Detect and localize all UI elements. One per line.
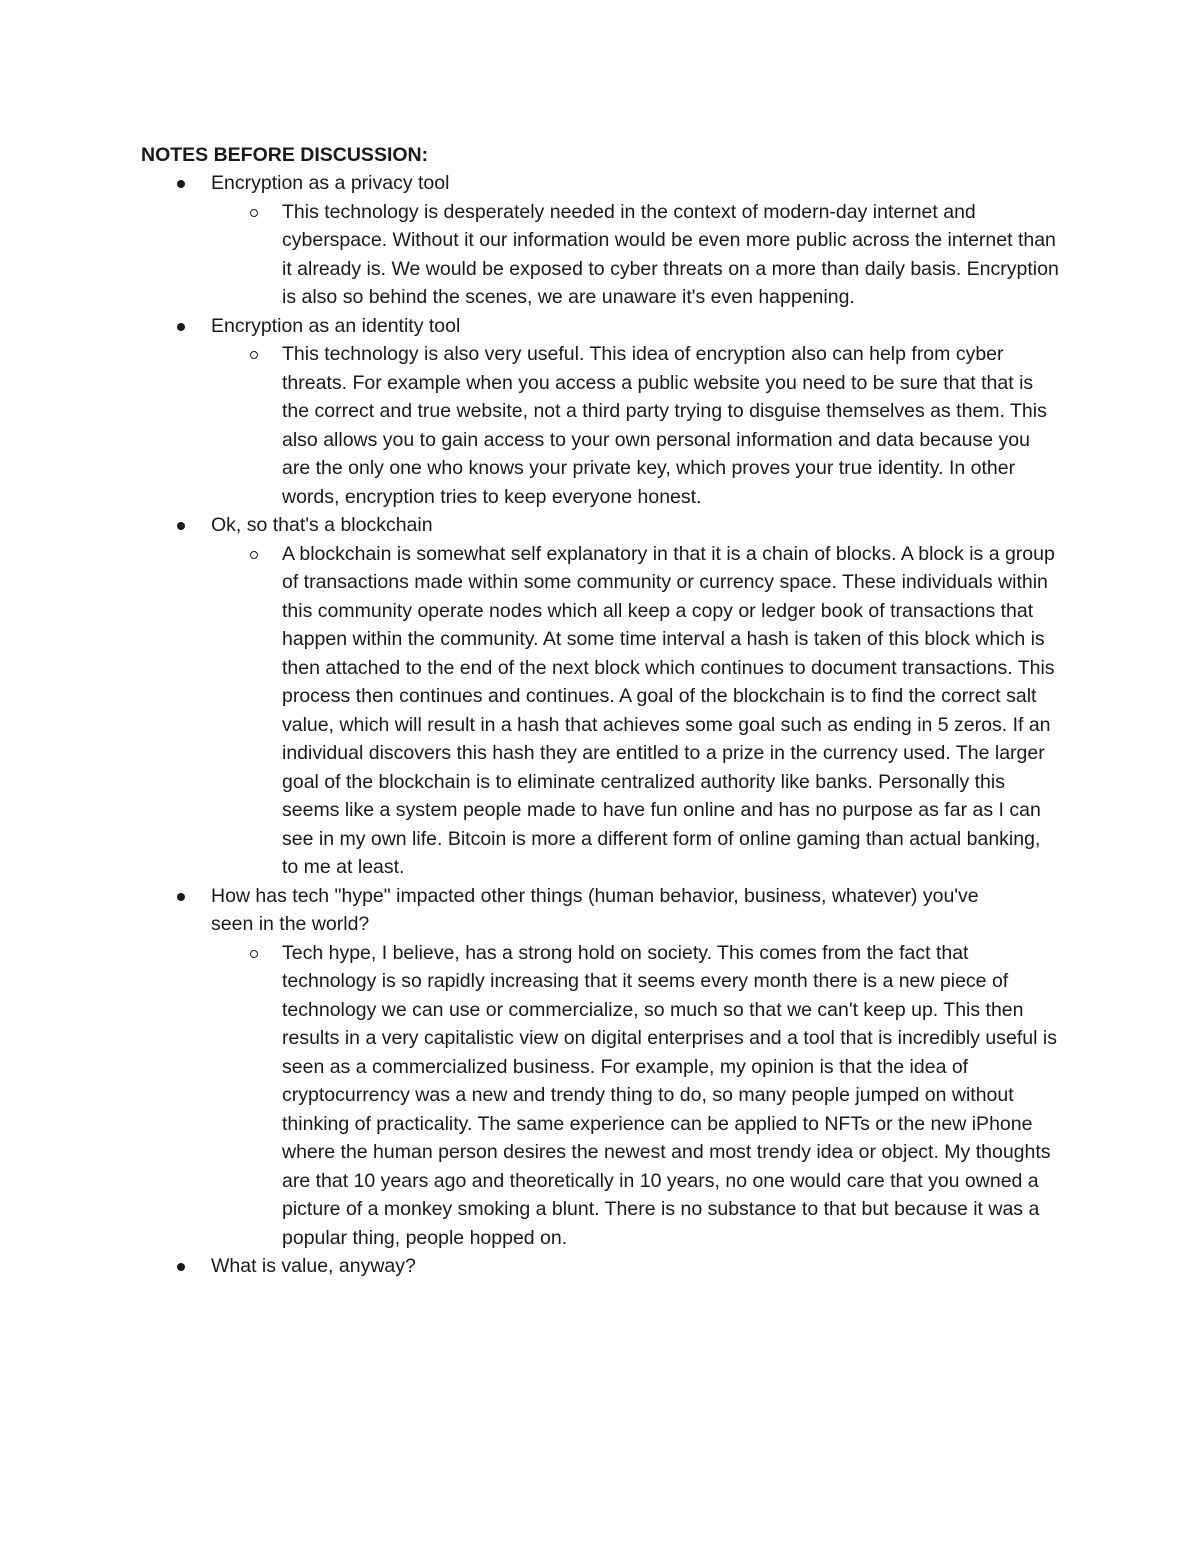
bullet-text: Encryption as an identity tool [211,314,461,337]
bullet-text: What is value, anyway? [211,1255,416,1277]
hollow-bullet-icon [250,351,258,359]
filled-bullet-icon [177,1263,185,1271]
sub-bullet-text: This technology is desperately needed in the context of modern-day internet and cyberspace. Without it our information would be even more public across the internet than it already is. We would be exposed to cyber threats on a more than daily basis. Encryption is also so behind the scenes, we are unaware it's even happening. [282,200,1059,308]
bullet-item [0,312,1001,341]
notes-list [0,169,1200,1281]
bullet-text: Ok, so that's a blockchain [211,514,433,536]
filled-bullet-icon [177,180,185,188]
page-title: NOTES BEFORE DISCUSSION: [141,144,429,166]
sub-bullet-item [0,198,1062,312]
bullet-item [0,511,1001,540]
sub-bullet-text: This technology is also very useful. This idea of encryption also can help from cyber threats. For example when you access a public website you need to be sure that that is the correct and true website, not a third party trying to disguise themselves as them. This also allows you to gain access to your own personal information and data because you are the only one who knows your private key, which proves your true identity. In other words, encryption tries to keep everyone honest. [282,343,1047,508]
filled-bullet-icon [177,522,185,530]
bullet-item [0,1252,1001,1281]
sub-bullet-text: Tech hype, I believe, has a strong hold on society. This comes from the fact that technology is so rapidly increasing that it seems every month there is a new piece of technology we can use or commercialize, so much so that we can't keep up. This then results in a very capitalistic view on digital enterprises and a tool that is incredibly useful is seen as a commercialized business. For example, my opinion is that the idea of cryptocurrency was a new and trendy thing to do, so many people jumped on without thinking of practicality. The same experience can be applied to NFTs or the new iPhone where the human person desires the newest and most trendy idea or object. My thoughts are that 10 years ago and theoretically in 10 years, no one would care that you owned a picture of a monkey smoking a blunt. There is no substance to that but because it was a popular thing, people hopped on. [282,941,1057,1249]
sub-bullet-text: A blockchain is somewhat self explanatory in that it is a chain of blocks. A block is a group of transactions made within some community or currency space. These individuals within this community operate nodes which all keep a copy or ledger book of transactions that happen within the community. At some time interval a hash is taken of this block which is then attached to the end of the next block which continues to document transactions. This process then continues and continues. A goal of the blockchain is to find the correct salt value, which will result in a hash that achieves some goal such as ending in 5 zeros. If an individual discovers this hash they are entitled to a prize in the currency used. The larger goal of the blockchain is to eliminate centralized authority like banks. Personally this seems like a system people made to have fun online and has no purpose as far as I can see in my own life. Bitcoin is more a different form of online gaming than actual banking, to me at least. [282,542,1055,878]
filled-bullet-icon [177,323,185,331]
hollow-bullet-icon [250,209,258,217]
hollow-bullet-icon [250,950,258,958]
sub-bullet-item [0,939,1062,1253]
bullet-item [0,169,1001,198]
bullet-text: How has tech "hype" impacted other things (human behavior, business, whatever) you've seen in the world? [211,884,979,935]
bullet-item [0,882,1001,939]
hollow-bullet-icon [250,551,258,559]
sub-bullet-item [0,340,1062,511]
bullet-text: Encryption as a privacy tool [211,172,450,194]
filled-bullet-icon [177,893,185,901]
sub-bullet-item [0,540,1062,882]
